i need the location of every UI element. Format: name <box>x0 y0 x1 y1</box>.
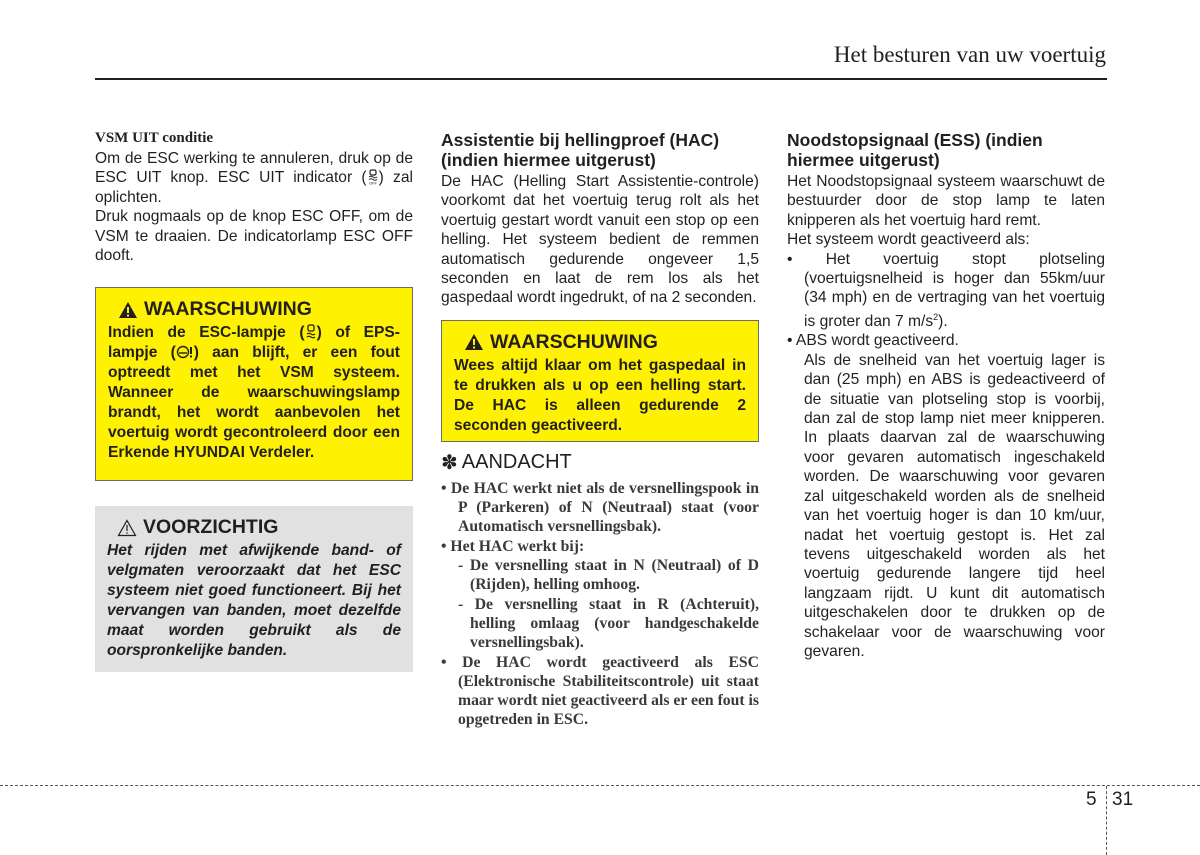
hac-warning-title-text: WAARSCHUWING <box>490 330 658 353</box>
list-item: • De HAC werkt niet als de versnellingspook in P (Parkeren) of N (Neutraal) staat (voor Automatisch versnellingsbak). <box>441 479 759 536</box>
column-left <box>95 130 413 672</box>
list-item: • Het HAC werkt bij: <box>441 537 585 555</box>
column-middle <box>441 130 759 730</box>
aandacht-list <box>441 479 759 730</box>
header-rule <box>95 78 1107 80</box>
list-item: • ABS wordt geactiveerd. <box>787 332 959 350</box>
caution-title-text: VOORZICHTIG <box>143 516 279 539</box>
caution-text: Het rijden met afwijkende band- of velgmaten veroorzaakt dat het ESC systeem niet goed functioneert. Bij het vervangen van banden, moet dezelfde maat worden gebruikt als de oorspronkelijke banden. <box>107 542 401 660</box>
ess-bullet-1-text: • Het voertuig stopt plotseling (voertuigsnelheid is hoger dan 55km/uur (34 mph) en de vertraging van het voertuig is groter dan 7 m/s <box>787 250 1105 331</box>
warning-triangle-icon <box>464 333 484 351</box>
warning-box-esc <box>95 287 413 481</box>
warning-title-text: WAARSCHUWING <box>144 298 312 321</box>
vsm-paragraph-1 <box>95 149 413 207</box>
hac-heading: Assistentie bij hellingproef (HAC) (indien hiermee uitgerust) <box>441 130 720 170</box>
section-number: 5 <box>1086 789 1097 810</box>
aandacht-title-text: AANDACHT <box>461 450 572 473</box>
list-item <box>787 250 1105 332</box>
caution-title <box>107 516 401 539</box>
vsm-p1-text-b: ) zal oplichten. <box>95 169 413 206</box>
esc-indicator-icon <box>305 324 317 340</box>
ess-heading: Noodstopsignaal (ESS) (indien hiermee uitgerust) <box>787 130 1043 170</box>
hac-warning-text: Wees altijd klaar om het gaspedaal in te drukken als u op een helling start. De HAC is alleen gedurende 2 seconden geactiveerd. <box>454 356 746 434</box>
list-item: Als de snelheid van het voertuig lager is dan (25 mph) en ABS is gedeactiveerd of de situatie van plotseling stop is voorbij, dan zal de stop lamp niet meer knipperen. In plaats daarvan zal de waarschuwing voor gevaren automatisch ingeschakeld worden. De waarschuwing voor gevaren zal uitgeschakeld worden als de snelheid van het voertuig hoger is dan 10 km/uur, nadat het voertuig gestopt is. Het zal tevens uitgeschakeld worden als het voertuig gedurende langere tijd heel langzaam rijdt. U kunt dit automatisch uitgeschakelen door te drukken op de schakelaar voor de waarschuwing voor gevaren. <box>804 351 1105 660</box>
ess-paragraph-2: Het systeem wordt geactiveerd als: <box>787 231 1030 249</box>
warning-triangle-icon <box>118 301 138 319</box>
vsm-paragraph-2: Druk nogmaals op de knop ESC OFF, om de VSM te draaien. De indicatorlamp ESC OFF dooft. <box>95 208 413 265</box>
warning-text-a: Indien de ESC-lampje ( <box>108 324 305 342</box>
caution-box-tires <box>95 506 413 672</box>
warning-text-b: ) of EPS-lampje ( <box>108 324 400 362</box>
esc-off-indicator-icon <box>367 169 379 185</box>
footer-divider <box>1106 786 1107 855</box>
list-item: - De versnelling staat in N (Neutraal) of D (Rijden), helling omhoog. <box>458 557 759 594</box>
list-item: • De HAC wordt geactiveerd als ESC (Elektronische Stabiliteitscontrole) uit staat maar wordt niet geactiveerd als er een fout is opgetreden in ESC. <box>441 653 759 729</box>
caution-triangle-icon <box>117 519 137 537</box>
ess-bullet-1-end: ). <box>938 313 948 331</box>
list-item: - De versnelling staat in R (Achteruit), helling omlaag (voor handgeschakelde versnellingsbak). <box>458 595 759 652</box>
warning-box-hac <box>441 320 759 442</box>
hac-paragraph: De HAC (Helling Start Assistentie-controle) voorkomt dat het voertuig terug rolt als het voertuig gestart wordt vanuit een stop op een helling. Het systeem bedient de remmen automatisch gedurende ongeveer 1,5 seconden en laat de rem los als het gaspedaal wordt ingedrukt, of na 2 seconden. <box>441 173 759 307</box>
page-number: 31 <box>1112 789 1134 810</box>
svg-text:OFF: OFF <box>368 180 377 186</box>
asterisk-icon: ✽ <box>441 451 458 474</box>
warning-title <box>108 298 400 321</box>
column-right <box>787 130 1105 661</box>
vsm-heading: VSM UIT conditie <box>95 130 214 146</box>
eps-indicator-icon <box>176 345 194 359</box>
ess-bullet-list <box>787 250 1105 662</box>
ess-paragraph-1: Het Noodstopsignaal systeem waarschuwt de bestuurder door de stop lamp te laten knipperen als het voertuig hard remt. <box>787 173 1105 229</box>
page-header-title: Het besturen van uw voertuig <box>833 42 1106 67</box>
vsm-p1-text-a: Om de ESC werking te annuleren, druk op de ESC UIT knop. ESC UIT indicator ( <box>95 150 413 187</box>
footer-rule <box>0 785 1200 786</box>
aandacht-title <box>441 450 759 475</box>
ess-bullet-1-sup: 2 <box>933 311 939 322</box>
warning-text-c: ) aan blijft, er een fout optreedt met het VSM systeem. Wanneer de waarschuwingslamp brandt, het wordt aanbevolen het voertuig wordt gecontroleerd door een Erkende HYUNDAI Verdeler. <box>108 344 401 462</box>
warning-text <box>108 323 400 463</box>
hac-warning-title <box>454 331 746 354</box>
